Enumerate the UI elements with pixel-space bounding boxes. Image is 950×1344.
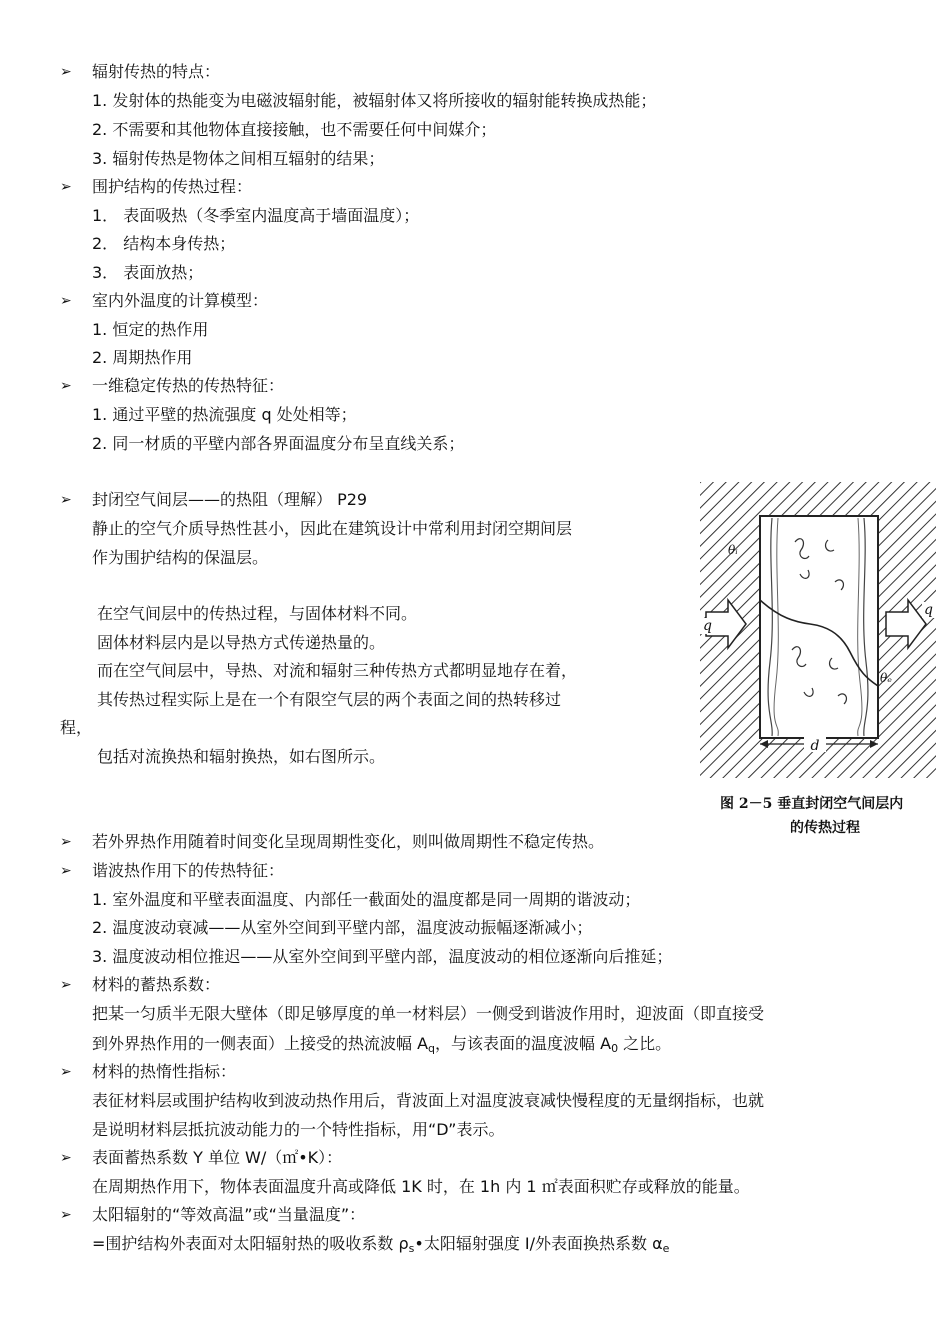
section-heading: 太阳辐射的“等效高温”或“当量温度”： <box>92 1205 366 1224</box>
bullet-icon: ➢ <box>60 492 72 508</box>
paragraph-line: 表征材料层或围护结构收到波动热作用后，背波面上对温度波衰减快慢程度的无量纲指标，也就 <box>92 1091 765 1110</box>
section-heading: 表面蓄热系数 Y 单位 W/（㎡•K）： <box>92 1148 343 1167</box>
list-item: 2. 不需要和其他物体直接接触，也不需要任何中间媒介； <box>92 120 497 139</box>
paragraph-line: 包括对流换热和辐射换热，如右图所示。 <box>97 747 386 766</box>
air-layer-figure <box>700 482 936 778</box>
list-item: 1． 表面吸热（冬季室内温度高于墙面温度）； <box>92 206 420 225</box>
label-theta-2: θₑ <box>880 671 892 685</box>
list-item: 3. 辐射传热是物体之间相互辐射的结果； <box>92 149 385 168</box>
bullet-icon: ➢ <box>60 834 72 850</box>
list-item: 2. 同一材质的平壁内部各界面温度分布呈直线关系； <box>92 434 465 453</box>
section-heading: 材料的蓄热系数： <box>92 975 221 994</box>
paragraph-line: 其传热过程实际上是在一个有限空气层的两个表面之间的热转移过 <box>97 690 562 709</box>
label-q-right: q <box>924 602 933 618</box>
list-item: 3. 温度波动相位推迟——从室外空间到平壁内部，温度波动的相位逐渐向后推延； <box>92 947 673 966</box>
bullet-icon: ➢ <box>60 863 72 879</box>
figure-caption: 图 2－5 垂直封闭空气间层内 <box>720 796 904 812</box>
paragraph-line: 程， <box>60 718 93 737</box>
paragraph-line: 在周期热作用下，物体表面温度升高或降低 1K 时，在 1h 内 1 ㎡表面积贮存或释放的能量。 <box>92 1177 750 1196</box>
bullet-icon: ➢ <box>60 1064 72 1080</box>
section-heading: 材料的热惰性指标： <box>92 1062 237 1081</box>
list-item: 2. 周期热作用 <box>92 348 193 367</box>
formula-line: =围护结构外表面对太阳辐射热的吸收系数 $\rho_s•$太阳辐射强度 I/外表面换热系数 $\alpha_e$ <box>92 1234 670 1255</box>
list-item: 1. 发射体的热能变为电磁波辐射能，被辐射体又将所接收的辐射能转换成热能； <box>92 91 657 110</box>
paragraph-line: 到外界热作用的一侧表面）上接受的热流波幅 $A_q$，与该表面的温度波幅 $A_0$ 之比。 <box>92 1034 672 1055</box>
label-d: d <box>810 738 820 754</box>
paragraph-line: 固体材料层内是以导热方式传递热量的。 <box>97 633 386 652</box>
section-heading: 室内外温度的计算模型： <box>92 291 269 310</box>
paragraph-line: 在空气间层中的传热过程，与固体材料不同。 <box>97 604 418 623</box>
list-item: 2． 结构本身传热； <box>92 234 236 253</box>
section-heading: 若外界热作用随着时间变化呈现周期性变化，则叫做周期性不稳定传热。 <box>92 832 605 851</box>
bullet-icon: ➢ <box>60 977 72 993</box>
paragraph-line: 把某一匀质半无限大壁体（即足够厚度的单一材料层）一侧受到谐波作用时，迎波面（即直接受 <box>92 1004 765 1023</box>
label-theta-1: θᵢ <box>728 543 738 557</box>
bullet-icon: ➢ <box>60 64 72 80</box>
list-item: 1. 恒定的热作用 <box>92 320 209 339</box>
paragraph-line: 作为围护结构的保温层。 <box>92 548 269 567</box>
bullet-icon: ➢ <box>60 293 72 309</box>
section-heading: 谐波热作用下的传热特征： <box>92 861 285 880</box>
list-item: 1. 通过平壁的热流强度 q 处处相等； <box>92 405 357 424</box>
paragraph-line: 而在空气间层中，导热、对流和辐射三种传热方式都明显地存在着， <box>97 661 578 680</box>
bullet-icon: ➢ <box>60 1207 72 1223</box>
bullet-icon: ➢ <box>60 378 72 394</box>
bullet-icon: ➢ <box>60 1150 72 1166</box>
paragraph-line: 是说明材料层抵抗波动能力的一个特性指标，用“D”表示。 <box>92 1120 505 1139</box>
section-heading: 围护结构的传热过程： <box>92 177 253 196</box>
list-item: 3． 表面放热； <box>92 263 204 282</box>
section-heading: 辐射传热的特点： <box>92 62 221 81</box>
section-heading: 一维稳定传热的传热特征： <box>92 376 285 395</box>
paragraph-line: 静止的空气介质导热性甚小，因此在建筑设计中常利用封闭空期间层 <box>92 519 573 538</box>
section-heading: 封闭空气间层——的热阻（理解） P29 <box>92 490 368 509</box>
figure-caption: 的传热过程 <box>790 820 860 836</box>
list-item: 2. 温度波动衰减——从室外空间到平壁内部，温度波动振幅逐渐减小； <box>92 918 593 937</box>
list-item: 1. 室外温度和平壁表面温度、内部任一截面处的温度都是同一周期的谐波动； <box>92 890 641 909</box>
bullet-icon: ➢ <box>60 179 72 195</box>
label-q-left: q <box>703 618 712 634</box>
